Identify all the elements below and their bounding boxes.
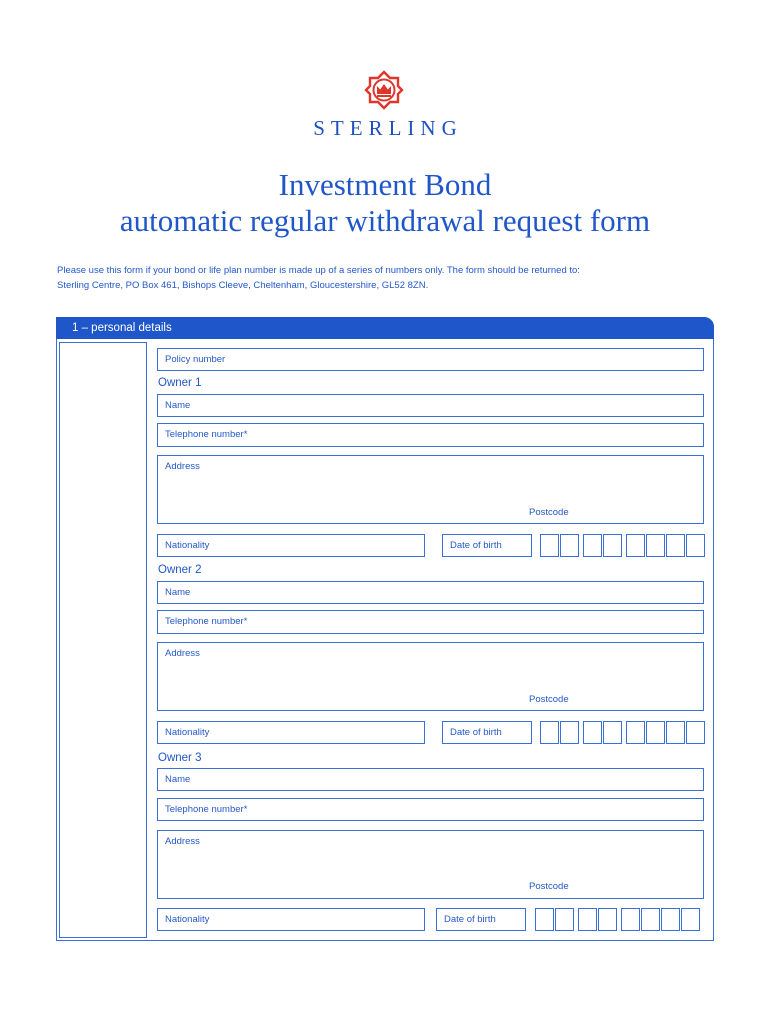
- intro-line-1: Please use this form if your bond or life plan number is made up of a series of numbers only. The form should be returned to:: [57, 265, 580, 276]
- nationality-label: Nationality: [165, 914, 210, 925]
- dob-digit-box[interactable]: [583, 721, 602, 744]
- owner-1-name-field[interactable]: [157, 394, 704, 417]
- dob-digit-box[interactable]: [686, 721, 705, 744]
- intro-line-2: Sterling Centre, PO Box 461, Bishops Cleeve, Cheltenham, Gloucestershire, GL52 8ZN.: [57, 280, 429, 291]
- brand-name: STERLING: [313, 116, 463, 140]
- owner-3-postcode-label: Postcode: [529, 881, 569, 892]
- dob-digit-box[interactable]: [646, 534, 665, 557]
- dob-digit-box[interactable]: [598, 908, 617, 931]
- telephone-label: Telephone number*: [165, 804, 248, 815]
- owner-3-telephone-field[interactable]: [157, 798, 704, 821]
- owner-1-nationality-field[interactable]: [157, 534, 425, 557]
- policy-number-label: Policy number: [165, 354, 226, 365]
- address-label: Address: [165, 461, 200, 472]
- owner-2-label: Owner 2: [158, 564, 202, 576]
- dob-digit-box[interactable]: [603, 534, 622, 557]
- dob-digit-box[interactable]: [621, 908, 640, 931]
- dob-digit-box[interactable]: [535, 908, 554, 931]
- owner-3-address-field[interactable]: [157, 830, 704, 899]
- dob-digit-box[interactable]: [540, 721, 559, 744]
- nationality-label: Nationality: [165, 540, 210, 551]
- dob-digit-box[interactable]: [681, 908, 700, 931]
- address-label: Address: [165, 648, 200, 659]
- owner-3-label: Owner 3: [158, 752, 202, 764]
- policy-number-field[interactable]: [157, 348, 704, 371]
- owner-2-address-field[interactable]: [157, 642, 704, 711]
- owner-1-label: Owner 1: [158, 377, 202, 389]
- owner-1-address-field[interactable]: [157, 455, 704, 524]
- dob-digit-box[interactable]: [641, 908, 660, 931]
- dob-digit-box[interactable]: [560, 721, 579, 744]
- dob-digit-box[interactable]: [560, 534, 579, 557]
- owner-2-telephone-field[interactable]: [157, 610, 704, 634]
- form-title-line1: Investment Bond: [278, 167, 492, 202]
- name-label: Name: [165, 774, 191, 785]
- nationality-label: Nationality: [165, 727, 210, 738]
- dob-digit-box[interactable]: [583, 534, 602, 557]
- dob-digit-box[interactable]: [578, 908, 597, 931]
- dob-label: Date of birth: [450, 727, 502, 738]
- dob-digit-box[interactable]: [666, 721, 685, 744]
- address-label: Address: [165, 836, 200, 847]
- dob-digit-box[interactable]: [626, 721, 645, 744]
- dob-label: Date of birth: [444, 914, 496, 925]
- name-label: Name: [165, 587, 191, 598]
- form-title-line2: automatic regular withdrawal request form: [119, 203, 651, 238]
- owner-3-dob-label-box: [436, 908, 526, 931]
- name-label: Name: [165, 400, 191, 411]
- owner-1-telephone-field[interactable]: [157, 423, 704, 447]
- owner-2-dob-label-box: [442, 721, 532, 744]
- owner-1-postcode-label: Postcode: [529, 507, 569, 518]
- telephone-label: Telephone number*: [165, 429, 248, 440]
- owner-2-postcode-label: Postcode: [529, 694, 569, 705]
- telephone-label: Telephone number*: [165, 616, 248, 627]
- dob-digit-box[interactable]: [666, 534, 685, 557]
- dob-digit-box[interactable]: [686, 534, 705, 557]
- owner-3-nationality-field[interactable]: [157, 908, 425, 931]
- dob-digit-box[interactable]: [661, 908, 680, 931]
- dob-label: Date of birth: [450, 540, 502, 551]
- dob-digit-box[interactable]: [540, 534, 559, 557]
- intro-text: [57, 263, 727, 293]
- owner-2-name-field[interactable]: [157, 581, 704, 604]
- dob-digit-box[interactable]: [626, 534, 645, 557]
- dob-digit-box[interactable]: [555, 908, 574, 931]
- section-header: 1 – personal details: [56, 317, 714, 339]
- crown-shield-icon: [364, 70, 404, 110]
- dob-digit-box[interactable]: [603, 721, 622, 744]
- owner-2-nationality-field[interactable]: [157, 721, 425, 744]
- side-box: [59, 342, 147, 938]
- owner-3-name-field[interactable]: [157, 768, 704, 791]
- owner-1-dob-label-box: [442, 534, 532, 557]
- dob-digit-box[interactable]: [646, 721, 665, 744]
